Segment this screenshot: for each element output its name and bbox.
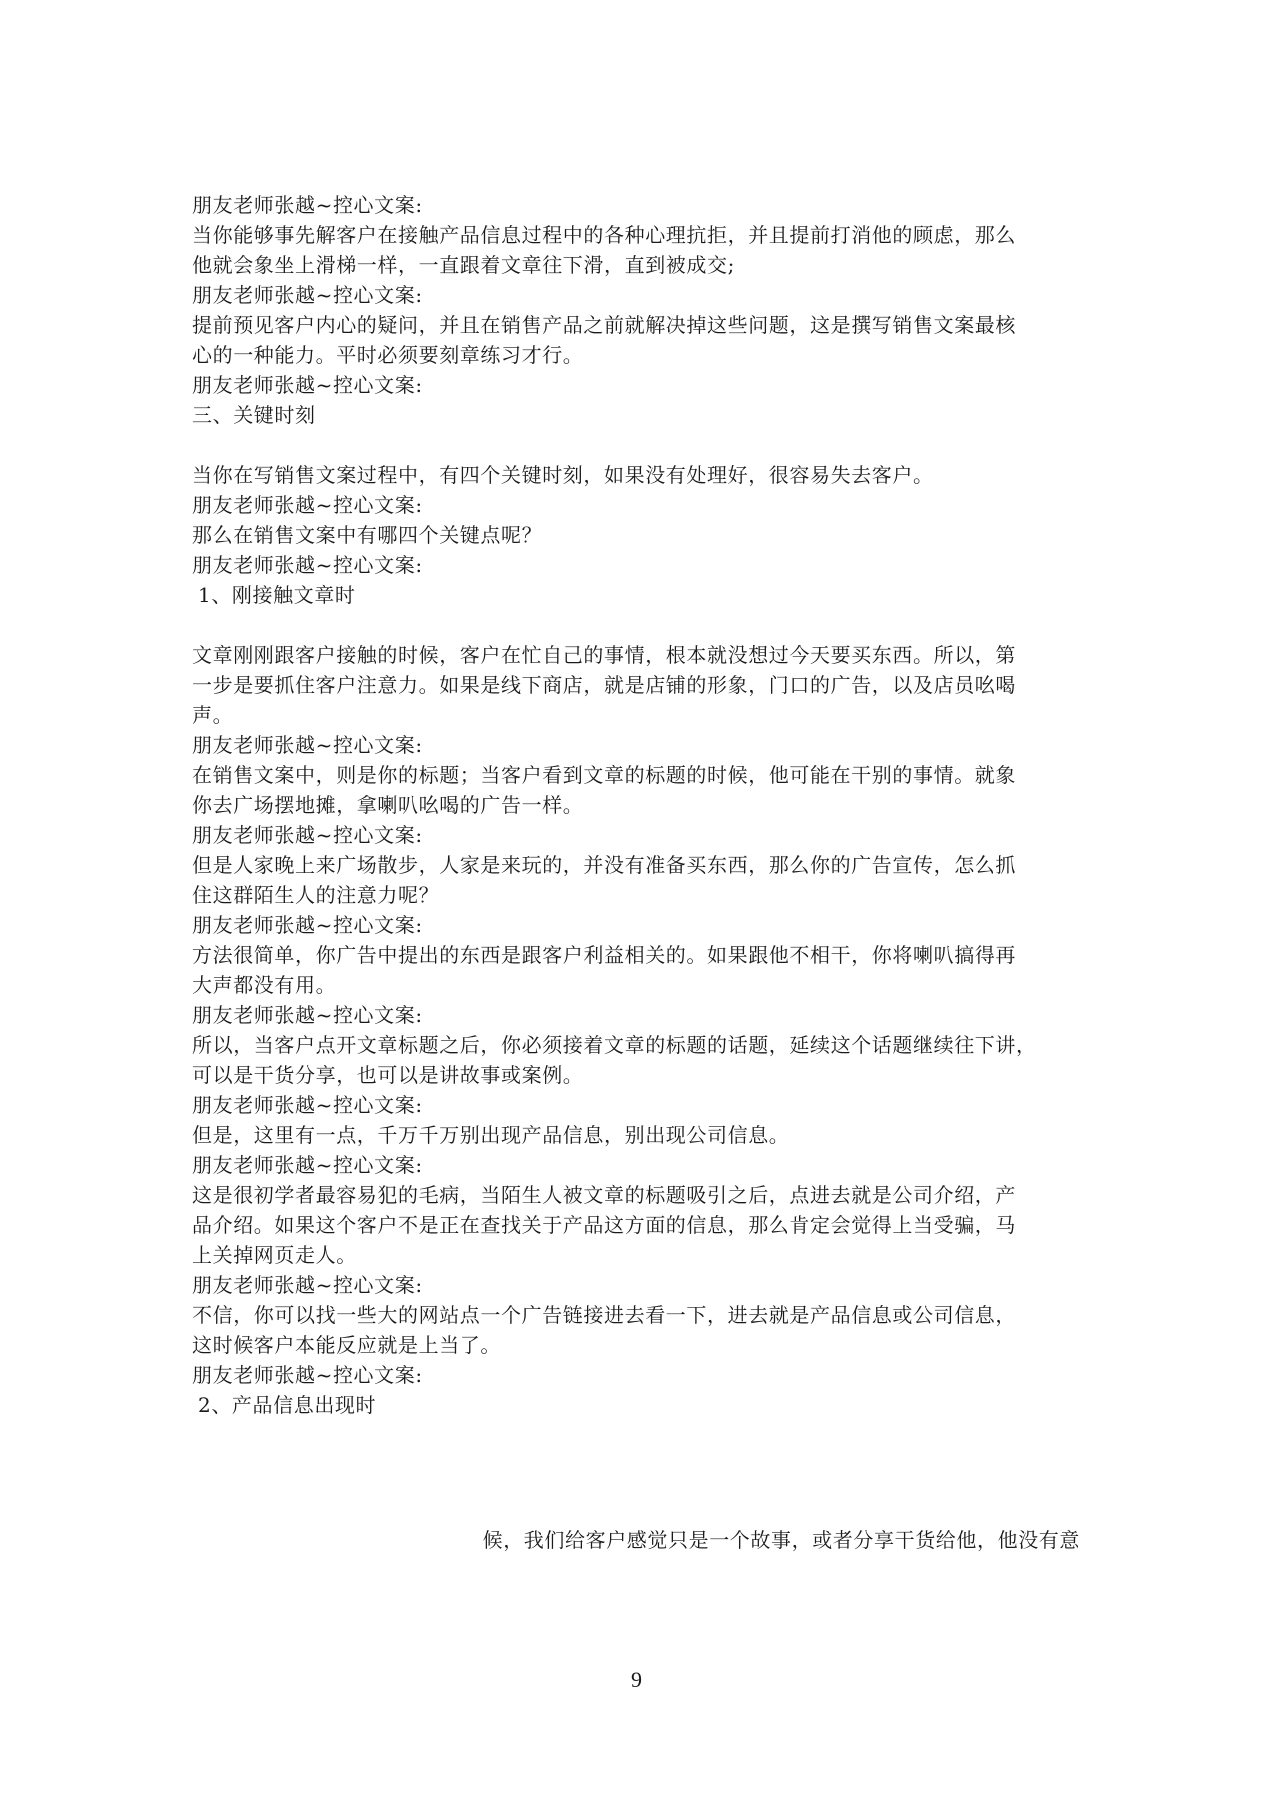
- partial-line: 候，我们给客户感觉只是一个故事，或者分享干货给他，他没有意: [482, 1528, 1080, 1552]
- text-line: 朋友老师张越~控心文案:: [192, 823, 423, 847]
- text-line: 朋友老师张越~控心文案:: [192, 1363, 423, 1387]
- text-line: 你去广场摆地摊，拿喇叭吆喝的广告一样。: [192, 793, 584, 817]
- blank-line: [192, 430, 1080, 460]
- text-line: 文章刚刚跟客户接触的时候，客户在忙自己的事情，根本就没想过今天要买东西。所以，第: [192, 643, 1016, 667]
- text-line: 朋友老师张越~控心文案:: [192, 193, 423, 217]
- text-line: 1、刚接触文章时: [198, 583, 356, 607]
- text-line: 在销售文案中，则是你的标题；当客户看到文章的标题的时候，他可能在干别的事情。就象: [192, 763, 1016, 787]
- text-line: 朋友老师张越~控心文案:: [192, 493, 423, 517]
- page-number: 9: [631, 1667, 642, 1692]
- text-line: 朋友老师张越~控心文案:: [192, 733, 423, 757]
- text-line: 这是很初学者最容易犯的毛病，当陌生人被文章的标题吸引之后，点进去就是公司介绍，产: [192, 1183, 1016, 1207]
- text-line: 但是，这里有一点，千万千万别出现产品信息，别出现公司信息。: [192, 1123, 790, 1147]
- text-line: 朋友老师张越~控心文案:: [192, 1003, 423, 1027]
- text-line: 朋友老师张越~控心文案:: [192, 373, 423, 397]
- text-line: 三、关键时刻: [192, 403, 316, 427]
- text-line: 可以是干货分享，也可以是讲故事或案例。: [192, 1063, 584, 1087]
- text-line: 住这群陌生人的注意力呢？: [192, 883, 440, 907]
- text-line: 这时候客户本能反应就是上当了。: [192, 1333, 501, 1357]
- text-line: 那么在销售文案中有哪四个关键点呢？: [192, 523, 543, 547]
- text-line: 朋友老师张越~控心文案:: [192, 553, 423, 577]
- text-line: 大声都没有用。: [192, 973, 337, 997]
- body-text: [192, 190, 1080, 1420]
- text-line: 声。: [192, 703, 234, 727]
- text-line: 2、产品信息出现时: [198, 1393, 377, 1417]
- text-line: 当你能够事先解客户在接触产品信息过程中的各种心理抗拒，并且提前打消他的顾虑，那么: [192, 223, 1016, 247]
- text-line: 所以，当客户点开文章标题之后，你必须接着文章的标题的话题，延续这个话题继续往下讲，: [192, 1033, 1037, 1057]
- text-line: 朋友老师张越~控心文案:: [192, 913, 423, 937]
- text-line: 但是人家晚上来广场散步，人家是来玩的，并没有准备买东西，那么你的广告宣传，怎么抓: [192, 853, 1016, 877]
- text-line: 一步是要抓住客户注意力。如果是线下商店，就是店铺的形象，门口的广告，以及店员吆喝: [192, 673, 1016, 697]
- text-line: 方法很简单，你广告中提出的东西是跟客户利益相关的。如果跟他不相干，你将喇叭搞得再: [192, 943, 1016, 967]
- blank-line: [192, 610, 1080, 640]
- text-line: 朋友老师张越~控心文案:: [192, 283, 423, 307]
- text-line: 心的一种能力。平时必须要刻章练习才行。: [192, 343, 584, 367]
- text-line: 朋友老师张越~控心文案:: [192, 1273, 423, 1297]
- text-line: 品介绍。如果这个客户不是正在查找关于产品这方面的信息，那么肯定会觉得上当受骗，马: [192, 1213, 1016, 1237]
- text-line: 不信，你可以找一些大的网站点一个广告链接进去看一下，进去就是产品信息或公司信息，: [192, 1303, 1016, 1327]
- text-line: 他就会象坐上滑梯一样，一直跟着文章往下滑，直到被成交;: [192, 253, 735, 277]
- text-line: 当你在写销售文案过程中，有四个关键时刻，如果没有处理好，很容易失去客户。: [192, 463, 934, 487]
- text-line: 上关掉网页走人。: [192, 1243, 357, 1267]
- text-line: 提前预见客户内心的疑问，并且在销售产品之前就解决掉这些问题，这是撰写销售文案最核: [192, 313, 1016, 337]
- text-line: 朋友老师张越~控心文案:: [192, 1153, 423, 1177]
- text-line: 朋友老师张越~控心文案:: [192, 1093, 423, 1117]
